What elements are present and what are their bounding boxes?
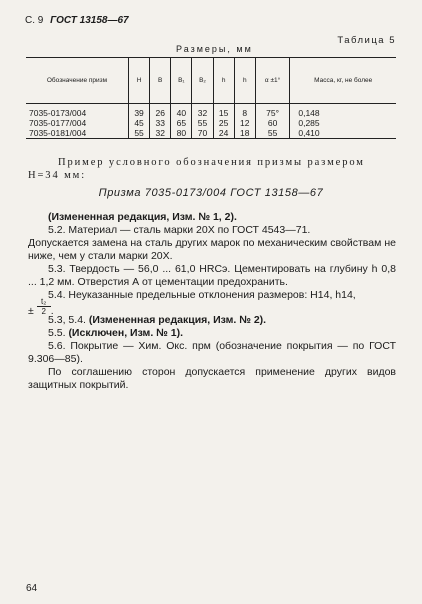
fraction-numerator: t₂	[41, 297, 47, 306]
example-designation: Призма 7035-0173/004 ГОСТ 13158—67	[98, 187, 324, 199]
cell-B1: 40	[171, 104, 192, 119]
fraction-denominator: 2	[41, 307, 46, 316]
dimensions-table	[26, 57, 396, 139]
cell-h: 24	[213, 128, 234, 139]
cell-h: 25	[213, 118, 234, 128]
sizes-label: Размеры, мм	[176, 44, 253, 54]
clause-5-5	[28, 327, 396, 340]
col-header-alpha: α ±1°	[255, 58, 290, 104]
col-header-B: B	[150, 58, 171, 104]
plus-minus-sign: ±	[28, 305, 34, 317]
page-header	[25, 15, 129, 26]
cell-alpha: 60	[255, 118, 290, 128]
clause-agreement: По соглашению сторон допускается применение других видов защитных покрытий.	[28, 366, 396, 391]
cell-alpha: 75°	[255, 104, 290, 119]
clause-number-5-5: 5.5.	[48, 327, 66, 339]
cell-h: 15	[213, 104, 234, 119]
col-header-h: h	[213, 58, 234, 104]
col-header-designation: Обозначение призм	[26, 58, 129, 104]
page-number: 64	[26, 583, 38, 594]
clause-numbers-5-3-5-4: 5.3, 5.4.	[48, 314, 86, 326]
clause-5-6: 5.6. Покрытие — Хим. Окс. прм (обозначение покрытия — по ГОСТ 9.306—85).	[28, 340, 396, 365]
col-header-mass: Масса, кг, не более	[290, 58, 396, 104]
edition-note-5-3-5-4	[28, 314, 396, 327]
col-header-H: H	[129, 58, 150, 104]
cell-designation: 7035-0181/004	[26, 128, 129, 139]
header-gost: ГОСТ 13158—67	[50, 15, 129, 26]
header-page-ref: С. 9	[25, 15, 44, 26]
example-intro: Пример условного обозначения призмы размером H=34 мм:	[28, 157, 365, 181]
edition-note-2: (Измененная редакция, Изм. № 2).	[88, 314, 267, 326]
cell-designation: 7035-0173/004	[29, 108, 87, 118]
clause-5-2: 5.2. Материал — сталь марки 20Х по ГОСТ 4543—71.	[48, 224, 311, 236]
cell-mass: 0,148	[290, 104, 396, 119]
excluded-note: (Исключен, Изм. № 1).	[68, 327, 184, 339]
table-row	[26, 118, 396, 128]
cell-H: 39	[129, 104, 150, 119]
col-header-B1: B₁	[171, 58, 192, 104]
table-label: Таблица 5	[337, 35, 396, 46]
cell-mass: 0,410	[290, 128, 396, 139]
clause-5-4-end: .	[50, 305, 54, 317]
cell-alpha: 55	[255, 128, 290, 139]
clause-5-2-note: Допускается замена на сталь других марок по механическим свойствам не ниже, чем у стали марки 20Х.	[28, 237, 396, 262]
table-header-row	[26, 58, 396, 104]
table-row	[26, 128, 396, 139]
clause-5-3: 5.3. Твердость — 56,0 ... 61,0 HRCэ. Цементировать на глубину h 0,8 ... 1,2 мм. Отверстия А от цементации предохранить.	[28, 263, 396, 288]
cell-B2: 32	[192, 104, 213, 119]
cell-mass: 0,285	[290, 118, 396, 128]
cell-h2: 18	[234, 128, 255, 139]
cell-B2: 70	[192, 128, 213, 139]
cell-h2: 12	[234, 118, 255, 128]
cell-B1: 65	[171, 118, 192, 128]
cell-B: 26	[150, 104, 171, 119]
cell-B: 32	[150, 128, 171, 139]
cell-B2: 55	[192, 118, 213, 128]
cell-designation: 7035-0177/004	[29, 118, 87, 128]
cell-H: 45	[129, 118, 150, 128]
col-header-B2: B₂	[192, 58, 213, 104]
cell-H: 55	[129, 128, 150, 139]
edition-note-1: (Измененная редакция, Изм. № 1, 2).	[48, 211, 237, 223]
clause-5-4: 5.4. Неуказанные предельные отклонения размеров: H14, h14,	[48, 289, 356, 301]
col-header-h2: h	[234, 58, 255, 104]
cell-h2: 8	[234, 104, 255, 119]
cell-B: 33	[150, 118, 171, 128]
cell-B1: 80	[171, 128, 192, 139]
table-row	[26, 104, 396, 119]
